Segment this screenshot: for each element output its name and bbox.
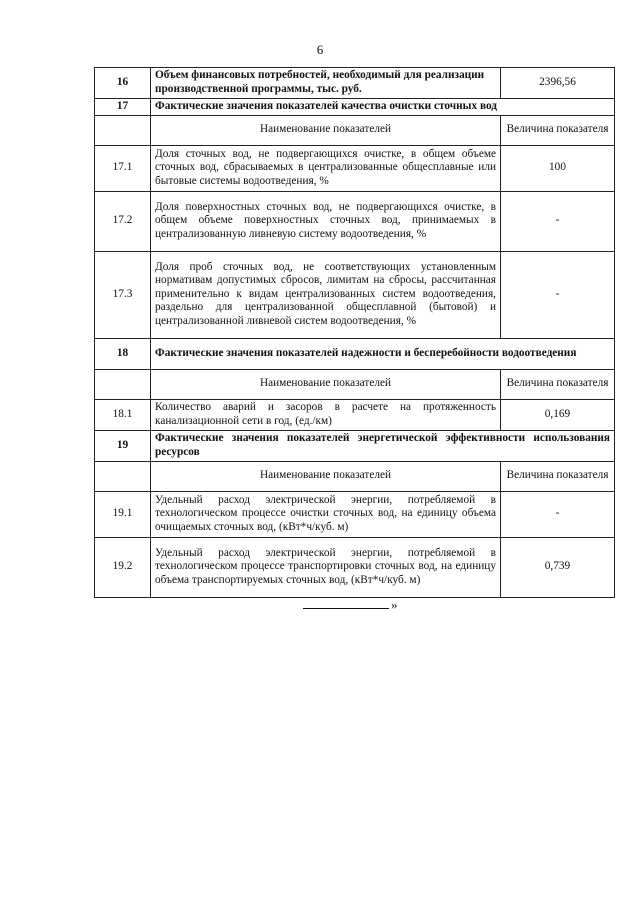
indicator-text: Доля поверхностных сточных вод, не подвергающихся очистке, в общем объеме поверхностных сточных вод, принимаемых в централизованную ливневую систему водоотведения, % — [151, 191, 501, 251]
indicator-text: Доля сточных вод, не подвергающихся очистке, в общем объеме сточных вод, сбрасываемых в централизованные общесплавные или бытовые системы водоотведения, % — [151, 145, 501, 191]
table-row-17-2 — [95, 191, 615, 251]
table-row-16 — [95, 68, 615, 99]
row-number: 17.2 — [95, 191, 151, 251]
end-underline — [303, 597, 389, 609]
section-title: Фактические значения показателей надежности и бесперебойности водоотведения — [151, 338, 615, 369]
header-empty-cell — [95, 461, 151, 491]
table-row-19-2 — [95, 537, 615, 597]
indicator-text: Удельный расход электрической энергии, потребляемой в технологическом процессе очистки сточных вод, на единицу объема очищаемых сточных вод, (кВт*ч/куб. м) — [151, 491, 501, 537]
indicator-value: 0,739 — [501, 537, 615, 597]
row-number: 17.3 — [95, 251, 151, 338]
header-value: Величина показателя — [501, 115, 615, 145]
header-value: Величина показателя — [501, 461, 615, 491]
indicator-text: Удельный расход электрической энергии, потребляемой в технологическом процессе транспортировки сточных вод, на единицу объема транспортируемых сточных вод, (кВт*ч/куб. м) — [151, 537, 501, 597]
indicator-text: Объем финансовых потребностей, необходимый для реализации производственной программы, тыс. руб. — [151, 68, 501, 99]
table-row-17-3 — [95, 251, 615, 338]
table-row-18-1 — [95, 399, 615, 430]
closing-quote: » — [391, 597, 398, 612]
row-number: 19.1 — [95, 491, 151, 537]
header-name: Наименование показателей — [151, 461, 501, 491]
indicator-text: Количество аварий и засоров в расчете на протяженность канализационной сети в год, (ед./км) — [151, 399, 501, 430]
row-number: 16 — [95, 68, 151, 99]
section-row-17 — [95, 99, 615, 116]
end-mark — [303, 597, 398, 613]
header-value: Величина показателя — [501, 369, 615, 399]
indicator-value: - — [501, 491, 615, 537]
indicator-value: 0,169 — [501, 399, 615, 430]
header-name: Наименование показателей — [151, 115, 501, 145]
row-number: 18.1 — [95, 399, 151, 430]
table-row-17-1 — [95, 145, 615, 191]
section-title: Фактические значения показателей качества очистки сточных вод — [151, 99, 615, 116]
header-name: Наименование показателей — [151, 369, 501, 399]
indicator-text: Доля проб сточных вод, не соответствующих установленным нормативам допустимых сбросов, лимитам на сбросы, рассчитанная применительно к видам централизованных систем водоотведения, раздельно для централизованной общесплавной (бытовой) и централизованной ливневой систем водоотведения, % — [151, 251, 501, 338]
header-empty-cell — [95, 369, 151, 399]
section-row-18 — [95, 338, 615, 369]
table-row-19-1 — [95, 491, 615, 537]
section-number: 19 — [95, 430, 151, 461]
indicator-value: 100 — [501, 145, 615, 191]
indicators-table — [94, 67, 615, 598]
indicator-value: - — [501, 191, 615, 251]
header-empty-cell — [95, 115, 151, 145]
indicator-value: - — [501, 251, 615, 338]
row-number: 19.2 — [95, 537, 151, 597]
page-number: 6 — [316, 42, 324, 57]
row-number: 17.1 — [95, 145, 151, 191]
section-row-19 — [95, 430, 615, 461]
header-row — [95, 369, 615, 399]
indicator-value: 2396,56 — [501, 68, 615, 99]
header-row — [95, 115, 615, 145]
section-number: 17 — [95, 99, 151, 116]
header-row — [95, 461, 615, 491]
section-title: Фактические значения показателей энергетической эффективности использования ресурсов — [151, 430, 615, 461]
section-number: 18 — [95, 338, 151, 369]
